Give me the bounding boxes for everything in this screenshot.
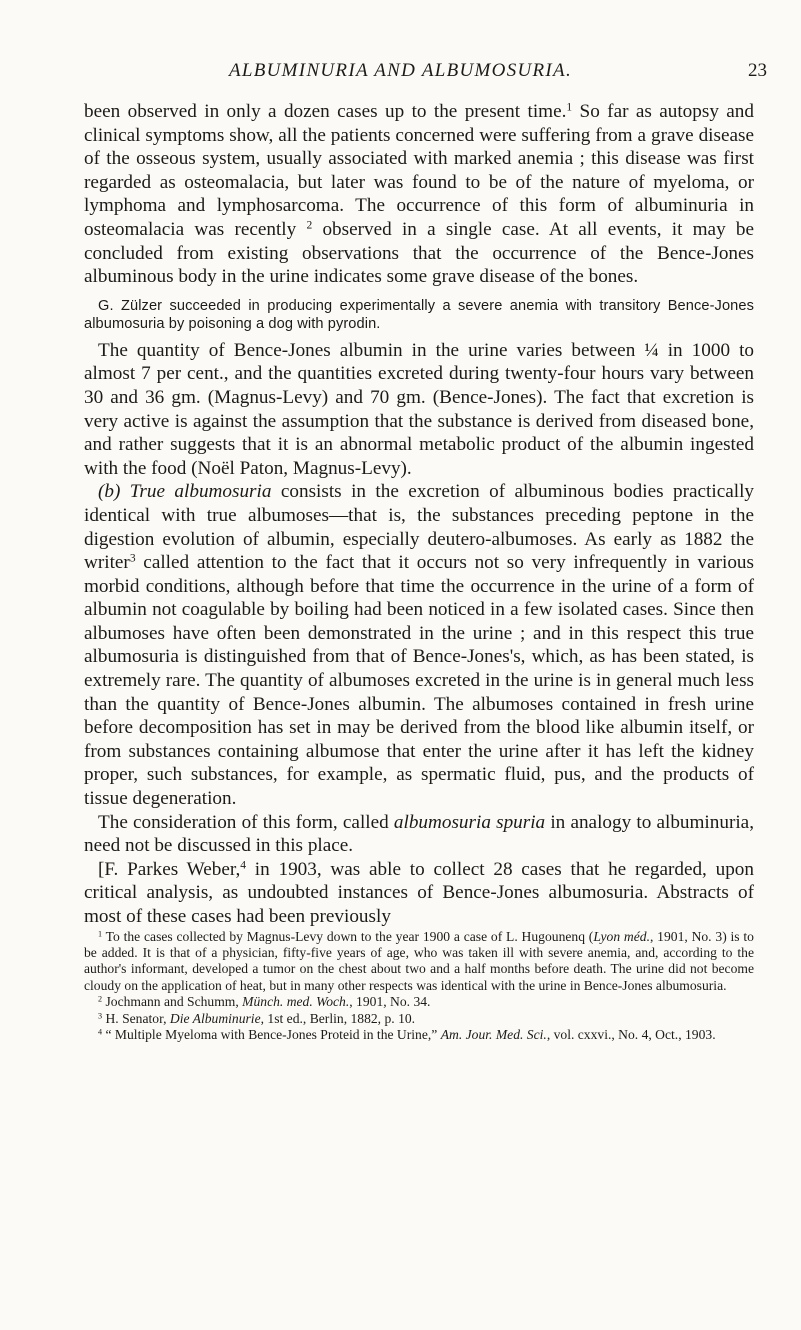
footnote-ref[interactable]: 1 xyxy=(566,101,573,114)
footnote: $^1$ To the cases collected by Magnus-Levy down to the year 1900 a case of L. Hugounenq (Lyon méd., 1901, No. 3) is to be added. It is that of a physician, fifty-five years of age, who was taken ill with severe anemia, and, according to the author's informant, developed a tumor on the chest about two and a half months before death. The urine did not become cloudy on the application of heat, but in many other respects was identical with the urine in Bence-Jones albumosuria. xyxy=(84,928,754,993)
paragraph: The quantity of Bence-Jones albumin in the urine varies between ¼ in 1000 to almost 7 per cent., and the quantities excreted during twenty-four hours vary between 30 and 36 gm. (Magnus-Levy) and 70 gm. (Bence-Jones). The fact that excretion is very active is against the assumption that the substance is derived from diseased bone, and rather suggests that it is an abnormal metabolic product of the albumin ingested with the food (Noël Paton, Magnus-Levy). xyxy=(84,339,754,479)
small-print-paragraph: G. Zülzer succeeded in producing experimentally a severe anemia with transitory Bence-Jones albumosuria by poisoning a dog with pyrodin. xyxy=(84,297,754,332)
footnote: $^2$ Jochmann and Schumm, Münch. med. Woch., 1901, No. 34. xyxy=(98,994,431,1010)
footnote-ref[interactable]: 2 xyxy=(306,219,313,232)
page-number: 23 xyxy=(748,60,767,81)
footnotes xyxy=(84,929,754,1044)
page-body xyxy=(84,100,754,1043)
running-title: ALBUMINURIA AND ALBUMOSURIA. xyxy=(228,60,573,81)
running-header xyxy=(0,60,801,86)
paragraph: The consideration of this form, called albumosuria spuria in analogy to albuminuria, need not be discussed in this place. xyxy=(84,811,754,857)
footnote: $^3$ H. Senator, Die Albuminurie, 1st ed., Berlin, 1882, p. 10. xyxy=(98,1010,416,1026)
footnote-ref[interactable]: 4 xyxy=(240,859,247,872)
fraction: ¼ xyxy=(644,339,659,361)
paragraph: (b) True albumosuria consists in the excretion of albuminous bodies practically identical with true albumoses—that is, the substances preceding peptone in the digestion evolution of albumin, especially deutero-albumoses. As early as 1882 the writer$^3$ called attention to the fact that it occurs not so very infrequently in various morbid conditions, although before that time the occurrence in the urine of a form of albumin not coagulable by boiling had been noticed in a few isolated cases. Since then albumoses have often been demonstrated in the urine ; and in this respect this true albumosuria is distinguished from that of Bence-Jones's, which, as has been stated, is extremely rare. The quantity of albumoses excreted in the urine is in general much less than the quantity of Bence-Jones albumin. The albumoses contained in fresh urine before decomposition has set in may be derived from the blood like albumin itself, or from substances containing albumose that enter the urine after it has left the kidney proper, such substances, for example, as spermatic fluid, pus, and the products of tissue degeneration. xyxy=(84,481,754,810)
paragraph: [F. Parkes Weber,$^4$ in 1903, was able to collect 28 cases that he regarded, upon critical analysis, as undoubted instances of Bence-Jones albumosuria. Abstracts of most of these cases had been previously xyxy=(84,858,754,927)
footnote: $^4$ “ Multiple Myeloma with Bence-Jones Proteid in the Urine,” Am. Jour. Med. Sci., vol. cxxvi., No. 4, Oct., 1903. xyxy=(98,1027,716,1043)
section-term: True albumosuria xyxy=(120,481,272,503)
term-italic: albumosuria spuria xyxy=(393,811,546,833)
paragraph: been observed in only a dozen cases up to the present time.$^1$ So far as autopsy and clinical symptoms show, all the patients concerned were suffering from a grave disease of the osseous system, usually associated with marked anemia ; this disease was first regarded as osteomalacia, but later was found to be of the nature of myeloma, or lymphoma and lymphosarcoma. The occurrence of this form of albuminuria in osteomalacia was recently $^2$ observed in a single case. At all events, it may be concluded from existing observations that the occurrence of the Bence-Jones albuminous body in the urine indicates some grave disease of the bones. xyxy=(84,101,754,288)
footnote-ref[interactable]: 3 xyxy=(129,552,136,565)
section-label: (b) xyxy=(98,481,121,503)
